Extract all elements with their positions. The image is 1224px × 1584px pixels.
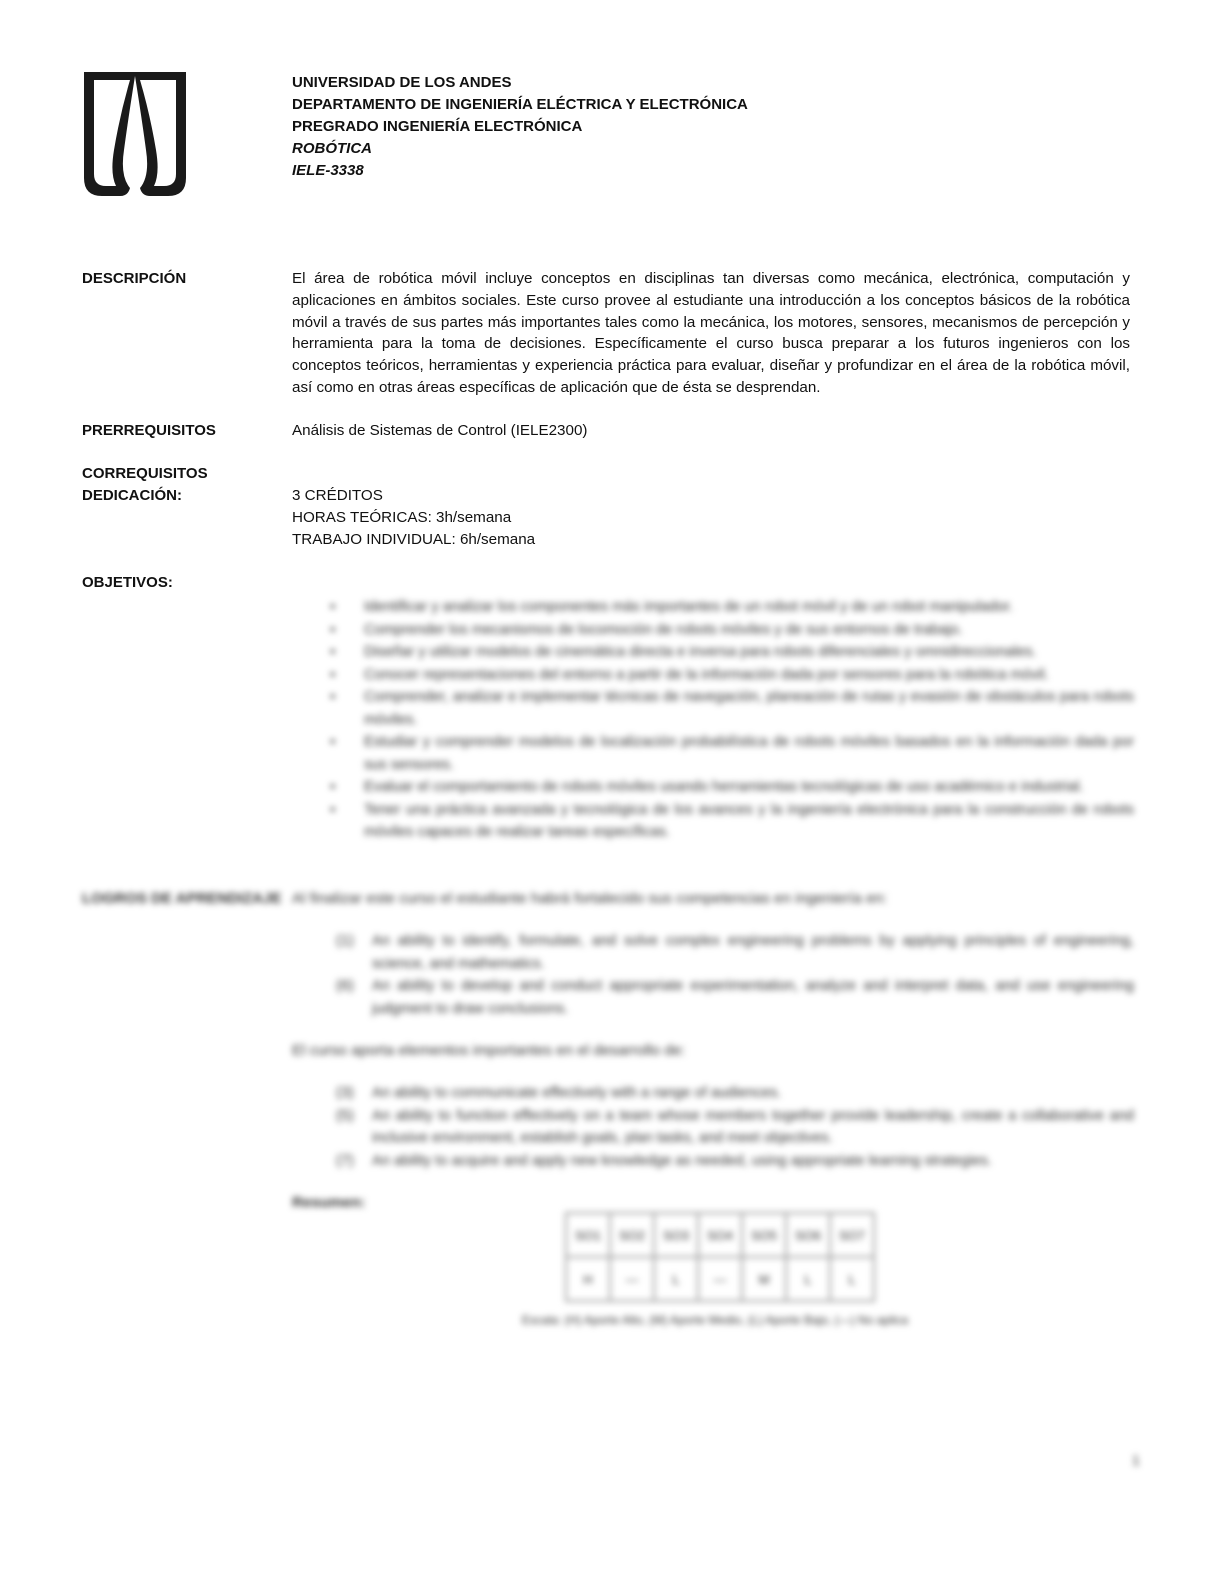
outcome-value-cell: M [742,1257,786,1301]
objetivo-item [330,799,1134,844]
outcomes-table [565,1212,875,1302]
resumen-label: Resumen: [292,1194,366,1211]
descripcion-label: DESCRIPCIÓN [82,270,187,287]
objetivo-item-text: Estudiar y comprender modelos de localización probabilística de robots móviles basados en la información dada por sus sensores. [364,734,1134,773]
objetivo-item [330,686,1134,731]
program-name: PREGRADO INGENIERÍA ELECTRÓNICA [292,118,583,135]
objetivo-item-text: Comprender los mecanismos de locomoción de robots móviles y de sus entornos de trabajo. [364,621,963,638]
outcome-item [336,1150,1134,1173]
resultados-list-a [336,930,1134,1020]
horas-teoricas: HORAS TEÓRICAS: 3h/semana [292,508,512,526]
objetivo-item-text: Diseñar y utilizar modelos de cinemática directa e inversa para robots diferenciales y omnidireccionales. [364,644,1037,660]
outcome-value-cell: — [698,1257,742,1301]
prerrequisitos-label: PRERREQUISITOS [82,422,216,439]
university-name: UNIVERSIDAD DE LOS ANDES [292,74,512,91]
objetivo-item-marker: ▪ [330,801,336,818]
objetivo-item-marker: ▪ [330,689,336,705]
outcome-item-marker: (1) [336,933,354,949]
outcome-header-cell: SO6 [786,1213,830,1257]
objetivo-item-text: Identificar y analizar los componentes más importantes de un robot móvil y de un robot manipulador. [364,599,1013,615]
resultados-intro2: El curso aporta elementos importantes en el desarrollo de: [292,1042,686,1059]
trabajo-individual: TRABAJO INDIVIDUAL: 6h/semana [292,530,536,548]
objetivo-item-marker: ▪ [330,666,336,683]
outcome-value-cell: L [654,1257,698,1301]
correquisitos-label: CORREQUISITOS [82,465,208,482]
outcome-header-cell: SO4 [698,1213,742,1257]
objetivo-item [330,731,1134,776]
outcome-item-marker: (6) [336,978,354,994]
outcome-item-text: An ability to acquire and apply new knowledge as needed, using appropriate learning strategies. [372,1152,992,1169]
outcome-item [336,975,1134,1020]
objetivo-item-marker: ▪ [330,599,336,615]
objetivos-list [330,596,1134,844]
outcome-item [336,1105,1134,1150]
outcome-header-cell: SO3 [654,1213,698,1257]
outcome-item-text: An ability to communicate effectively with a range of audiences. [372,1085,782,1101]
outcome-value-cell: — [610,1257,654,1301]
objetivo-item-marker: ▪ [330,734,336,750]
outcome-header-cell: SO7 [830,1213,874,1257]
objetivo-item-marker: ▪ [330,779,336,795]
resultados-list-b [336,1082,1134,1172]
outcome-value-cell: H [566,1257,610,1301]
outcomes-value-row [566,1257,874,1301]
prerrequisitos-value: Análisis de Sistemas de Control (IELE2300) [292,422,588,439]
objetivo-item [330,664,1134,687]
objetivo-item-text: Tener una práctica avanzada y tecnológica de los avances y la ingeniería electrónica para la construcción de robots móviles capaces de realizar tareas específicas. [364,801,1134,840]
objetivo-item-text: Evaluar el comportamiento de robots móviles usando herramientas tecnológicas de uso académico e industrial. [364,779,1084,795]
objetivo-item-marker: ▪ [330,621,336,638]
outcomes-caption: Escala: (H) Aporte Alto, (M) Aporte Medio, (L) Aporte Bajo, (—) No aplica [521,1313,909,1327]
outcome-item-text: An ability to identify, formulate, and solve complex engineering problems by applying principles of engineering, science, and mathematics. [372,933,1134,972]
course-name: ROBÓTICA [292,140,372,157]
outcome-item [336,1082,1134,1105]
objetivos-label: OBJETIVOS: [82,574,173,591]
objetivo-item [330,619,1134,642]
creditos: 3 CRÉDITOS [292,487,383,504]
outcome-item-marker: (7) [336,1152,354,1169]
outcomes-header-row [566,1213,874,1257]
outcome-value-cell: L [830,1257,874,1301]
resultados-intro: Al finalizar este curso el estudiante habrá fortalecido sus competencias en ingeniería en: [292,890,888,907]
outcome-item-marker: (3) [336,1085,354,1101]
outcome-header-cell: SO2 [610,1213,654,1257]
outcome-header-cell: SO1 [566,1213,610,1257]
objetivo-item-marker: ▪ [330,644,336,660]
resultados-label: LOGROS DE APRENDIZAJE [82,890,282,907]
outcome-item-text: An ability to develop and conduct appropriate experimentation, analyze and interpret data, and use engineering judgment to draw conclusions. [372,978,1134,1017]
university-logo [80,70,190,200]
outcome-value-cell: L [786,1257,830,1301]
descripcion-text: El área de robótica móvil incluye conceptos en disciplinas tan diversas como mecánica, electrónica, computación y aplicaciones en ámbitos sociales. Este curso provee al estudiante una introducción a los conceptos básicos de la robótica móvil a través de sus partes más importantes tales como la mecánica, los motores, sensores, mecanismos de percepción y herramienta para la toma de decisiones. Específicamente el curso busca preparar a los futuros ingenieros con los conceptos teóricos, herramientas y experiencia práctica para evaluar, diseñar y profundizar en el área de la robótica móvil, así como en otras áreas específicas de aplicación que de ésta se desprendan. [292,270,1130,396]
objetivo-item [330,641,1134,664]
objetivo-item-text: Comprender, analizar e implementar técnicas de navegación, planeación de rutas y evasión de obstáculos para robots móviles. [364,689,1134,728]
department-name: DEPARTAMENTO DE INGENIERÍA ELÉCTRICA Y ELECTRÓNICA [292,96,748,113]
document-header [292,72,748,182]
dedicacion-label: DEDICACIÓN: [82,487,182,504]
outcome-item-text: An ability to function effectively on a team whose members together provide leadership, create a collaborative and inclusive environment, establish goals, plan tasks, and meet objectives. [372,1107,1134,1146]
course-code: IELE-3338 [292,162,364,179]
objetivo-item [330,776,1134,799]
outcome-header-cell: SO5 [742,1213,786,1257]
objetivo-item-text: Conocer representaciones del entorno a partir de la información dada por sensores para la robótica móvil. [364,666,1049,683]
page-number: 1 [1132,1452,1140,1468]
outcome-item-marker: (5) [336,1107,354,1124]
objetivo-item [330,596,1134,619]
dedicacion-values [292,485,1130,550]
outcome-item [336,930,1134,975]
